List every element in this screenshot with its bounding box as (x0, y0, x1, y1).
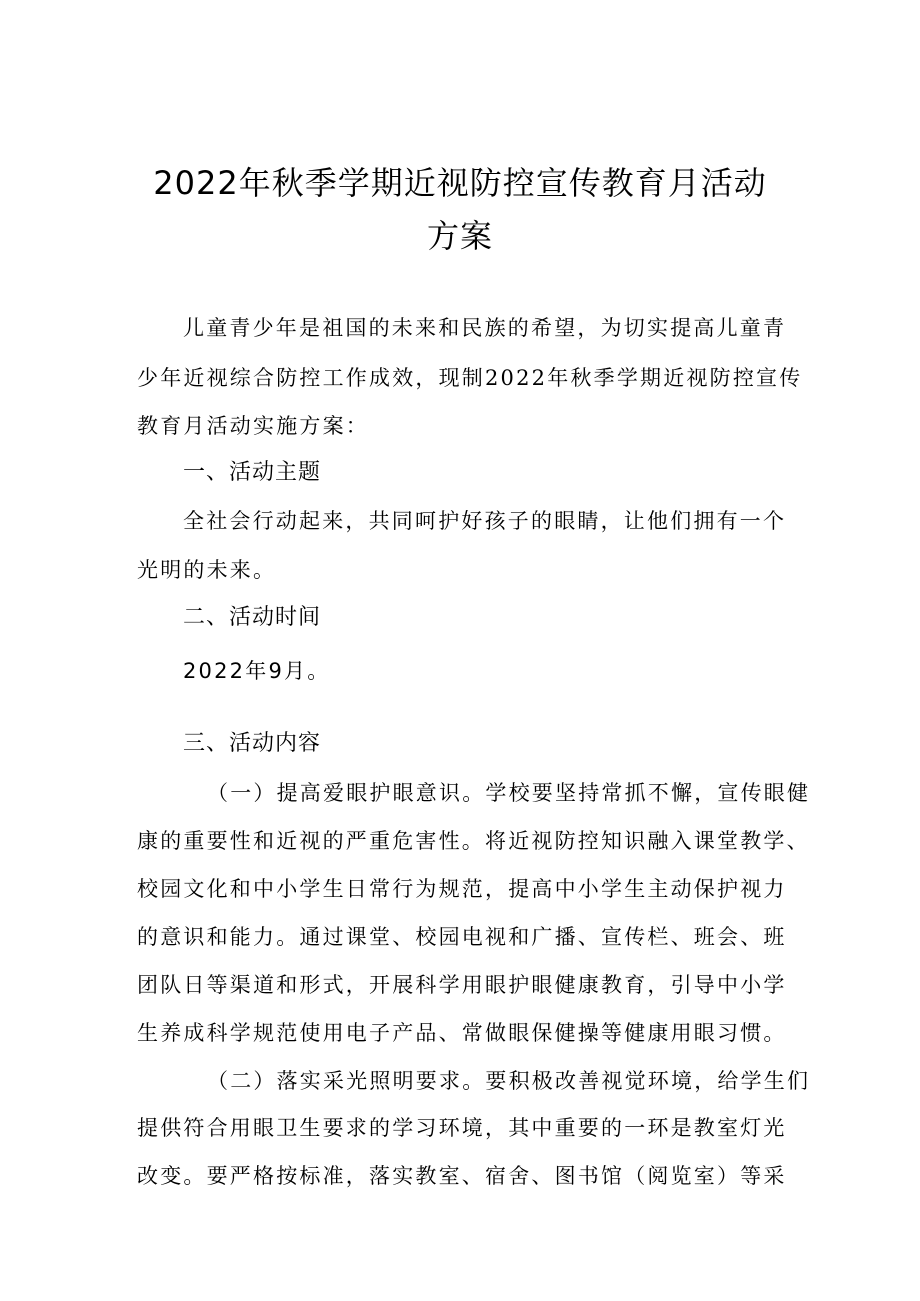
item-2-line-2: 提供符合用眼卫生要求的学习环境，其中重要的一环是教室灯光 (137, 1116, 787, 1140)
item-1-line-2: 康的重要性和近视的严重危害性。将近视防控知识融入课堂教学、 (137, 829, 810, 853)
item-2-line-3: 改变。要严格按标准，落实教室、宿舍、图书馆（阅览室）等采 (137, 1164, 787, 1188)
item-1-line-5: 团队日等渠道和形式，开展科学用眼护眼健康教育，引导中小学 (137, 973, 787, 997)
document-title-line-2: 方案 (426, 217, 493, 255)
section-1-heading: 一、活动主题 (183, 460, 322, 485)
section-2-heading: 二、活动时间 (183, 605, 322, 630)
intro-line-1: 儿童青少年是祖国的未来和民族的希望，为切实提高儿童青 (183, 316, 787, 340)
document-title-line-1: 2022年秋季学期近视防控宣传教育月活动 (153, 164, 767, 202)
item-1-line-4: 的意识和能力。通过课堂、校园电视和广播、宣传栏、班会、班 (137, 925, 787, 949)
section-1-line-2: 光明的未来。 (137, 558, 277, 582)
item-1-line-3: 校园文化和中小学生日常行为规范，提高中小学生主动保护视力 (137, 877, 787, 901)
intro-line-2: 少年近视综合防控工作成效，现制2022年秋季学期近视防控宣传 (137, 366, 803, 390)
intro-line-3: 教育月活动实施方案： (137, 414, 369, 438)
item-1-line-1: （一）提高爱眼护眼意识。学校要坚持常抓不懈，宣传眼健 (207, 781, 811, 805)
item-1-line-6: 生养成科学规范使用电子产品、常做眼保健操等健康用眼习惯。 (137, 1021, 787, 1045)
item-2-line-1: （二）落实采光照明要求。要积极改善视觉环境，给学生们 (207, 1069, 811, 1093)
section-2-body: 2022年9月。 (183, 659, 331, 683)
section-3-heading: 三、活动内容 (183, 731, 322, 756)
section-1-line-1: 全社会行动起来，共同呵护好孩子的眼睛，让他们拥有一个 (183, 509, 787, 533)
